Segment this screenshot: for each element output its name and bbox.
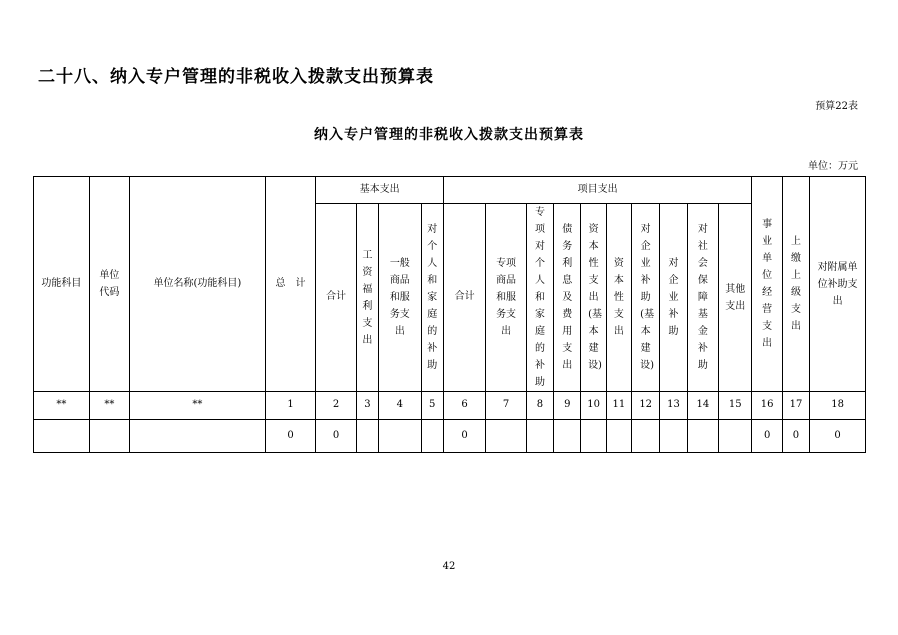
data-cell <box>719 420 752 453</box>
index-cell: 1 <box>265 392 316 420</box>
index-cell: 12 <box>632 392 660 420</box>
index-cell: ** <box>89 392 129 420</box>
table-title: 纳入专户管理的非税收入拨款支出预算表 <box>314 127 584 143</box>
header-other: 其他支出 <box>719 204 752 392</box>
index-cell: 14 <box>687 392 718 420</box>
data-cell <box>486 420 526 453</box>
index-cell: 5 <box>421 392 443 420</box>
data-cell <box>89 420 129 453</box>
header-enterprise-basic: 对企业补助(基本建设) <box>632 204 660 392</box>
data-cell: 0 <box>316 420 356 453</box>
index-cell: 16 <box>752 392 782 420</box>
index-row <box>34 392 866 420</box>
budget-table <box>33 176 866 453</box>
index-cell: 11 <box>606 392 631 420</box>
section-title: 二十八、纳入专户管理的非税收入拨款支出预算表 <box>38 67 434 87</box>
header-social-security: 对社会保障基金补助 <box>687 204 718 392</box>
data-cell: 0 <box>782 420 809 453</box>
index-cell: ** <box>130 392 266 420</box>
header-project-group: 项目支出 <box>443 177 752 204</box>
index-cell: 10 <box>581 392 606 420</box>
header-special-personal: 专项对个人和家庭的补助 <box>526 204 553 392</box>
index-cell: 9 <box>554 392 581 420</box>
index-cell: 8 <box>526 392 553 420</box>
data-cell <box>356 420 378 453</box>
header-project-total: 合计 <box>443 204 486 392</box>
header-capital: 资本性支出 <box>606 204 631 392</box>
header-enterprise: 对企业补助 <box>660 204 687 392</box>
header-basic-group: 基本支出 <box>316 177 444 204</box>
data-cell <box>379 420 422 453</box>
index-cell: 17 <box>782 392 809 420</box>
data-cell <box>581 420 606 453</box>
data-cell <box>687 420 718 453</box>
data-cell <box>526 420 553 453</box>
index-cell: 4 <box>379 392 422 420</box>
header-unit-name: 单位名称(功能科目) <box>130 177 266 392</box>
header-subsidiary: 对附属单位补助支出 <box>810 177 866 392</box>
data-cell: 0 <box>265 420 316 453</box>
table-number: 预算22表 <box>815 101 858 112</box>
index-cell: 2 <box>316 392 356 420</box>
data-cell <box>421 420 443 453</box>
header-goods: 一般商品和服务支出 <box>379 204 422 392</box>
index-cell: 7 <box>486 392 526 420</box>
header-wages: 工资福利支出 <box>356 204 378 392</box>
index-cell: 3 <box>356 392 378 420</box>
unit-label: 单位：万元 <box>808 161 858 172</box>
header-special-goods: 专项商品和服务支出 <box>486 204 526 392</box>
data-cell <box>130 420 266 453</box>
index-cell: 15 <box>719 392 752 420</box>
header-unit-code: 单位代码 <box>89 177 129 392</box>
header-debt-interest: 债务利息及费用支出 <box>554 204 581 392</box>
index-cell: ** <box>34 392 90 420</box>
data-cell <box>34 420 90 453</box>
data-cell <box>554 420 581 453</box>
header-func-subject: 功能科目 <box>34 177 90 392</box>
header-personal: 对个人和家庭的补助 <box>421 204 443 392</box>
header-upper: 上缴上级支出 <box>782 177 809 392</box>
data-cell: 0 <box>810 420 866 453</box>
data-cell: 0 <box>752 420 782 453</box>
index-cell: 6 <box>443 392 486 420</box>
index-cell: 18 <box>810 392 866 420</box>
data-cell <box>660 420 687 453</box>
data-cell <box>632 420 660 453</box>
header-total: 总 计 <box>265 177 316 392</box>
data-cell: 0 <box>443 420 486 453</box>
header-basic-total: 合计 <box>316 204 356 392</box>
page-number: 42 <box>442 561 456 572</box>
header-capital-basic: 资本性支出(基本建设) <box>581 204 606 392</box>
index-cell: 13 <box>660 392 687 420</box>
data-cell <box>606 420 631 453</box>
table-row <box>34 420 866 453</box>
header-business: 事业单位经营支出 <box>752 177 782 392</box>
